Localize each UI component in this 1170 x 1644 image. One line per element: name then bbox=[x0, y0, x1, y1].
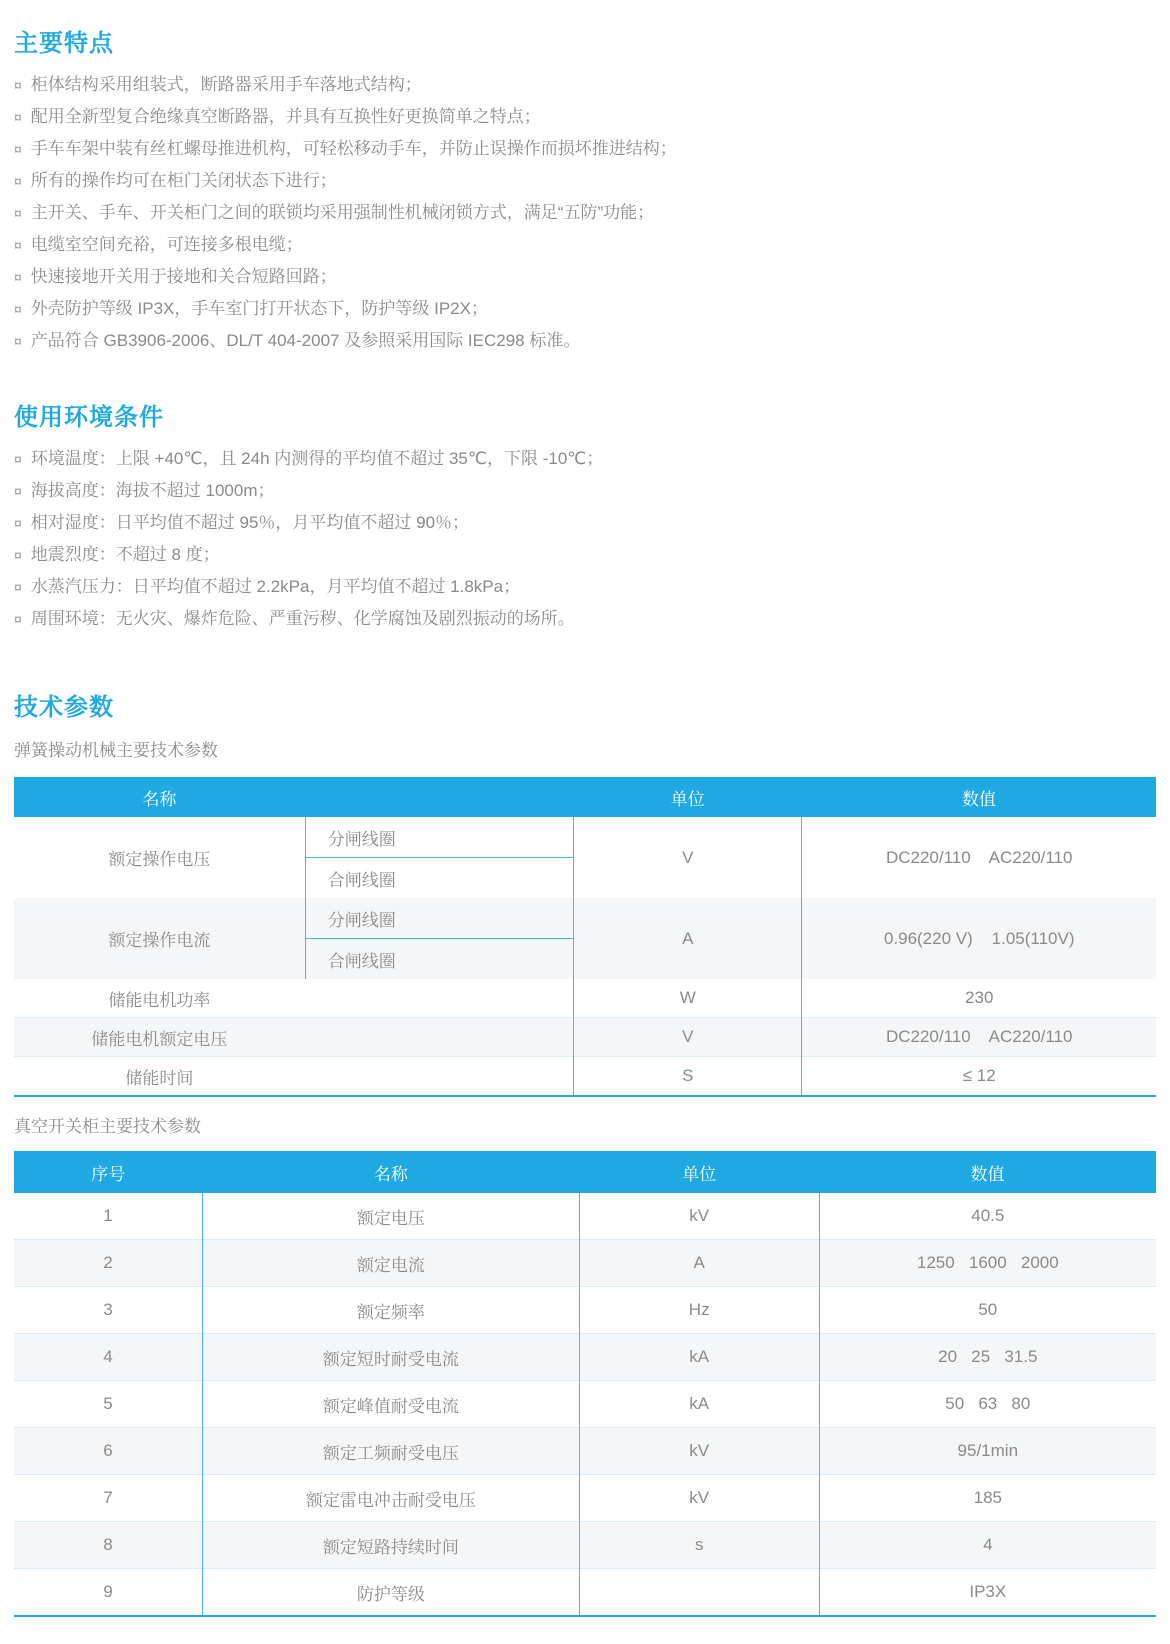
bullet-icon: ¤ bbox=[14, 141, 22, 157]
bullet-icon: ¤ bbox=[14, 333, 22, 349]
bullet-icon: ¤ bbox=[14, 483, 22, 499]
list-item bbox=[14, 293, 1156, 325]
column-header-unit: 单位 bbox=[574, 777, 802, 817]
table-cell: 额定操作电压 bbox=[108, 850, 211, 869]
table-cell: 4 bbox=[14, 1334, 202, 1381]
table-cell: S bbox=[574, 1057, 802, 1097]
list-item bbox=[14, 571, 1156, 603]
table-cell: A bbox=[579, 1240, 819, 1287]
table-cell: 额定操作电流 bbox=[108, 931, 211, 950]
table-cell: 额定峰值耐受电流 bbox=[202, 1381, 579, 1428]
table-cell: 额定电流 bbox=[202, 1240, 579, 1287]
spring-mechanism-table bbox=[14, 777, 1156, 1097]
table-cell: 1 bbox=[103, 1206, 113, 1225]
column-header-name: 名称 bbox=[202, 1151, 579, 1193]
table-cell: W bbox=[574, 979, 802, 1018]
bullet-icon: ¤ bbox=[14, 237, 22, 253]
table-cell: 185 bbox=[819, 1475, 1156, 1522]
list-item-text: 相对湿度：日平均值不超过 95％，月平均值不超过 90％； bbox=[30, 513, 470, 532]
bullet-icon: ¤ bbox=[14, 77, 22, 93]
table-cell: 3 bbox=[14, 1287, 202, 1334]
table-cell: 额定工频耐受电压 bbox=[202, 1428, 579, 1475]
list-item bbox=[14, 229, 1156, 261]
column-header-name: 名称 bbox=[14, 777, 574, 817]
list-item bbox=[14, 261, 1156, 293]
list-item-text: 电缆室空间充裕，可连接多根电缆； bbox=[30, 235, 303, 254]
table-row bbox=[14, 1569, 1156, 1617]
switchgear-table bbox=[14, 1151, 1156, 1617]
bullet-icon: ¤ bbox=[14, 579, 22, 595]
table-cell: 分闸线圈 bbox=[305, 898, 573, 939]
list-item-text: 环境温度：上限 +40℃，且 24h 内测得的平均值不超过 35℃，下限 -10℃； bbox=[30, 449, 604, 468]
list-item-text: 海拔高度：海拔不超过 1000m； bbox=[30, 481, 275, 500]
bullet-icon: ¤ bbox=[14, 109, 22, 125]
table-cell: DC220/110 AC220/110 bbox=[802, 1018, 1156, 1057]
list-item-text: 水蒸汽压力：日平均值不超过 2.2kPa，月平均值不超过 1.8kPa； bbox=[30, 577, 521, 596]
table-cell: s bbox=[579, 1522, 819, 1569]
table-cell: 合闸线圈 bbox=[305, 858, 573, 899]
column-header-index: 序号 bbox=[14, 1151, 202, 1193]
column-header-unit: 单位 bbox=[579, 1151, 819, 1193]
bullet-icon: ¤ bbox=[14, 451, 22, 467]
list-item-text: 快速接地开关用于接地和关合短路回路； bbox=[30, 267, 337, 286]
list-item bbox=[14, 475, 1156, 507]
table-cell: 防护等级 bbox=[202, 1569, 579, 1617]
list-item bbox=[14, 603, 1156, 635]
bullet-icon: ¤ bbox=[14, 205, 22, 221]
list-item-text: 外壳防护等级 IP3X，手车室门打开状态下，防护等级 IP2X； bbox=[30, 299, 488, 318]
section-title-environment: 使用环境条件 bbox=[14, 404, 164, 431]
table-cell: 5 bbox=[14, 1381, 202, 1428]
table-subtitle-spring: 弹簧操动机械主要技术参数 bbox=[14, 741, 218, 760]
table-cell: kV bbox=[579, 1193, 819, 1240]
table-cell: 95/1min bbox=[819, 1428, 1156, 1475]
list-item-text: 周围环境：无火灾、爆炸危险、严重污秽、化学腐蚀及剧烈振动的场所。 bbox=[30, 609, 575, 628]
table-cell: 230 bbox=[802, 979, 1156, 1018]
section-tech-params bbox=[14, 691, 1156, 1617]
table-row bbox=[14, 1193, 1156, 1240]
table-cell: 20 25 31.5 bbox=[819, 1334, 1156, 1381]
table-header-row bbox=[14, 777, 1156, 817]
table-cell: ≤ 12 bbox=[802, 1057, 1156, 1097]
column-header-value: 数值 bbox=[802, 777, 1156, 817]
table-row bbox=[14, 1428, 1156, 1475]
table-cell: 0.96(220 V) 1.05(110V) bbox=[802, 898, 1156, 979]
section-title-tech: 技术参数 bbox=[14, 694, 114, 721]
table-cell: 合闸线圈 bbox=[305, 939, 573, 980]
table-cell: IP3X bbox=[819, 1569, 1156, 1617]
list-item-text: 地震烈度：不超过 8 度； bbox=[30, 545, 220, 564]
table-cell: 额定电压 bbox=[202, 1193, 579, 1240]
table-row bbox=[14, 898, 1156, 939]
table-cell: 储能电机额定电压 bbox=[14, 1018, 574, 1057]
list-item-text: 手车车架中装有丝杠螺母推进机构，可轻松移动手车，并防止误操作而损坏推进结构； bbox=[30, 139, 677, 158]
list-item bbox=[14, 539, 1156, 571]
table-row bbox=[14, 979, 1156, 1018]
table-cell: kV bbox=[579, 1428, 819, 1475]
table-row bbox=[14, 1287, 1156, 1334]
table-cell: 分闸线圈 bbox=[305, 817, 573, 858]
bullet-icon: ¤ bbox=[14, 547, 22, 563]
table-cell: 额定频率 bbox=[202, 1287, 579, 1334]
table-row bbox=[14, 1475, 1156, 1522]
table-cell: V bbox=[574, 817, 802, 898]
bullet-icon: ¤ bbox=[14, 611, 22, 627]
features-list bbox=[14, 69, 1156, 357]
table-cell bbox=[579, 1569, 819, 1617]
table-cell: 2 bbox=[14, 1240, 202, 1287]
table-cell: 额定短时耐受电流 bbox=[202, 1334, 579, 1381]
table-cell: 4 bbox=[819, 1522, 1156, 1569]
table-row bbox=[14, 1240, 1156, 1287]
list-item bbox=[14, 507, 1156, 539]
table-cell: A bbox=[574, 898, 802, 979]
table-cell: kA bbox=[579, 1334, 819, 1381]
list-item bbox=[14, 133, 1156, 165]
table-cell: kV bbox=[579, 1475, 819, 1522]
list-item-text: 产品符合 GB3906-2006、DL/T 404-2007 及参照采用国际 IEC298 标准。 bbox=[30, 331, 581, 350]
environment-list bbox=[14, 443, 1156, 635]
bullet-icon: ¤ bbox=[14, 515, 22, 531]
table-cell: 6 bbox=[14, 1428, 202, 1475]
table-row bbox=[14, 1381, 1156, 1428]
table-cell: 储能电机功率 bbox=[108, 990, 211, 1010]
list-item bbox=[14, 69, 1156, 101]
table-cell: 储能时间 bbox=[14, 1057, 574, 1097]
table-cell: kA bbox=[579, 1381, 819, 1428]
table-row bbox=[14, 1522, 1156, 1569]
bullet-icon: ¤ bbox=[14, 301, 22, 317]
table-row bbox=[14, 1334, 1156, 1381]
section-title-features: 主要特点 bbox=[14, 30, 114, 57]
table-cell: 1250 1600 2000 bbox=[819, 1240, 1156, 1287]
list-item bbox=[14, 165, 1156, 197]
table-cell: 40.5 bbox=[819, 1193, 1156, 1240]
table-row bbox=[14, 1057, 1156, 1097]
table-cell: 50 bbox=[819, 1287, 1156, 1334]
bullet-icon: ¤ bbox=[14, 269, 22, 285]
list-item-text: 主开关、手车、开关柜门之间的联锁均采用强制性机械闭锁方式，满足“五防”功能； bbox=[30, 203, 655, 222]
table-cell: 额定雷电冲击耐受电压 bbox=[202, 1475, 579, 1522]
column-header-value: 数值 bbox=[819, 1151, 1156, 1193]
list-item-text: 所有的操作均可在柜门关闭状态下进行； bbox=[30, 171, 337, 190]
table-cell: 额定短路持续时间 bbox=[202, 1522, 579, 1569]
table-subtitle-switchgear: 真空开关柜主要技术参数 bbox=[14, 1117, 201, 1136]
bullet-icon: ¤ bbox=[14, 173, 22, 189]
list-item-text: 配用全新型复合绝缘真空断路器，并具有互换性好更换简单之特点； bbox=[30, 107, 541, 126]
list-item bbox=[14, 443, 1156, 475]
table-header-row bbox=[14, 1151, 1156, 1193]
table-cell: V bbox=[574, 1018, 802, 1057]
list-item-text: 柜体结构采用组装式，断路器采用手车落地式结构； bbox=[30, 75, 422, 94]
list-item bbox=[14, 101, 1156, 133]
list-item bbox=[14, 325, 1156, 357]
table-cell: DC220/110 AC220/110 bbox=[802, 817, 1156, 898]
section-features bbox=[14, 27, 1156, 357]
table-cell: 8 bbox=[14, 1522, 202, 1569]
table-cell: 50 63 80 bbox=[819, 1381, 1156, 1428]
table-row bbox=[14, 1018, 1156, 1057]
table-cell: Hz bbox=[579, 1287, 819, 1334]
section-environment bbox=[14, 401, 1156, 635]
table-cell: 7 bbox=[14, 1475, 202, 1522]
list-item bbox=[14, 197, 1156, 229]
table-row bbox=[14, 817, 1156, 858]
table-cell: 9 bbox=[14, 1569, 202, 1617]
